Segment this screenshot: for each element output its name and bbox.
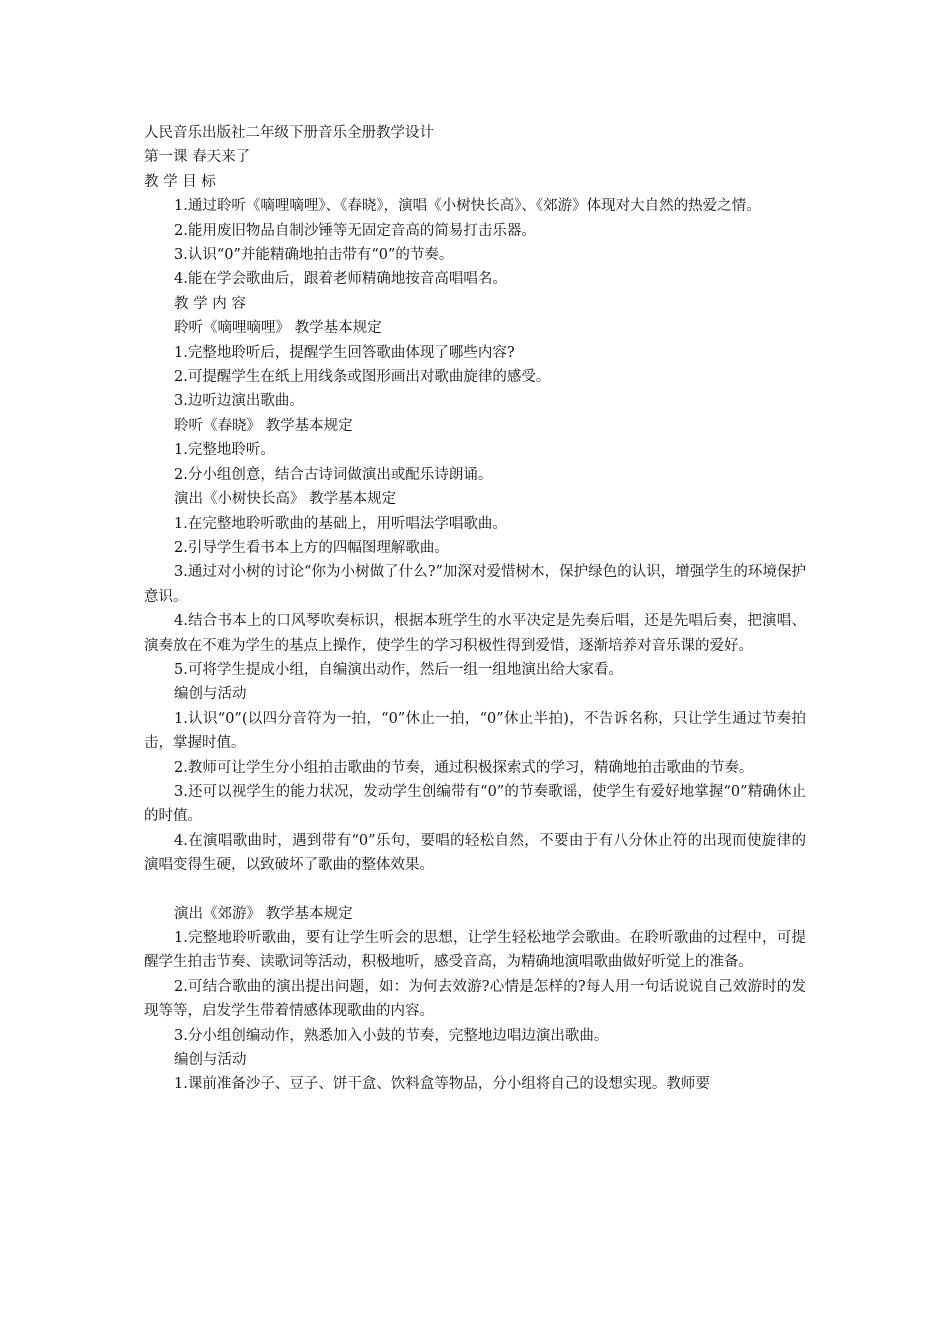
goal-item: 3.认识“0”并能精确地拍击带有“0”的节奏。 <box>174 247 454 264</box>
section-item: 4.结合书本上的口风琴吹奏标识，根据本班学生的水平决定是先奏后唱，还是先唱后奏，把演唱、演奏放在不难为学生的基点上操作，使学生的学习积极性得到爱惜，逐渐培养对音乐课的爱好。 <box>144 613 806 654</box>
lesson-title: 第一课 春天来了 <box>144 149 251 166</box>
section-heading: 演出《郊游》 教学基本规定 <box>174 905 353 922</box>
section-item: 1.完整地聆听后，提醒学生回答歌曲体现了哪些内容? <box>174 344 515 361</box>
section-heading: 聆听《嘀哩嘀哩》 教学基本规定 <box>174 320 382 337</box>
content-heading: 教 学 内 容 <box>174 295 246 312</box>
section-heading: 聆听《春晓》 教学基本规定 <box>174 417 353 434</box>
section-item: 2.可结合歌曲的演出提出问题，如：为何去效游?心情是怎样的?每人用一句话说说自己效游时的发现等等，启发学生带着情感体现歌曲的内容。 <box>144 978 806 1020</box>
section-heading: 编创与活动 <box>174 1052 247 1069</box>
goal-item: 1.通过聆听《嘀哩嘀哩》、《春晓》，演唱《小树快长高》、《郊游》体现对大自然的热爱之情。 <box>174 198 761 215</box>
section-item: 3.通过对小树的讨论“你为小树做了什么?”加深对爱惜树木，保护绿色的认识，增强学生的环境保护意识。 <box>144 564 806 605</box>
section-item: 2.可提醒学生在纸上用线条或图形画出对歌曲旋律的感受。 <box>174 369 551 386</box>
section-item: 2.教师可让学生分小组拍击歌曲的节奏，通过积极探索式的学习，精确地拍击歌曲的节奏。 <box>174 759 754 776</box>
section-item: 3.分小组创编动作，熟悉加入小鼓的节奏，完整地边唱边演出歌曲。 <box>174 1027 609 1044</box>
document-body <box>144 121 806 1097</box>
section-item: 2.引导学生看书本上方的四幅图理解歌曲。 <box>174 539 449 556</box>
section-item: 4.在演唱歌曲时，遇到带有“0”乐句，要唱的轻松自然，不要由于有八分休止符的出现而使旋律的演唱变得生硬，以致破坏了歌曲的整体效果。 <box>144 832 806 874</box>
section-item: 1.认识“0”(以四分音符为一拍，“0”休止一拍，“0”休止半拍)，不告诉名称，只让学生通过节奏拍击，掌握时值。 <box>144 710 806 752</box>
goals-heading: 教 学 目 标 <box>144 173 216 190</box>
section-item: 1.完整地聆听歌曲，要有让学生听会的思想，让学生轻松地学会歌曲。在聆听歌曲的过程中，可提醒学生拍击节奏、读歌词等活动，积极地听，感受音高，为精确地演唱歌曲做好听觉上的准备。 <box>144 930 806 971</box>
section-heading: 演出《小树快长高》 教学基本规定 <box>174 491 397 508</box>
section-item: 1.在完整地聆听歌曲的基础上，用听唱法学唱歌曲。 <box>174 515 507 532</box>
goal-item: 2.能用废旧物品自制沙锤等无固定音高的简易打击乐器。 <box>174 222 536 239</box>
section-item: 3.边听边演出歌曲。 <box>174 393 304 410</box>
section-item: 1.课前准备沙子、豆子、饼干盒、饮料盒等物品，分小组将自己的设想实现。教师要 <box>174 1076 710 1093</box>
blank-line <box>144 878 806 902</box>
goal-item: 4.能在学会歌曲后，跟着老师精确地按音高唱唱名。 <box>174 271 507 288</box>
section-item: 5.可将学生提成小组，自编演出动作，然后一组一组地演出给大家看。 <box>174 661 623 678</box>
section-item: 2.分小组创意，结合古诗词做演出或配乐诗朗诵。 <box>174 466 493 483</box>
section-item: 3.还可以视学生的能力状况，发动学生创编带有“0”的节奏歌谣，使学生有爱好地掌握“0”精确休止的时值。 <box>144 783 806 825</box>
document-title: 人民音乐出版社二年级下册音乐全册教学设计 <box>144 125 434 141</box>
section-item: 1.完整地聆听。 <box>174 442 275 459</box>
section-heading: 编创与活动 <box>174 686 247 703</box>
